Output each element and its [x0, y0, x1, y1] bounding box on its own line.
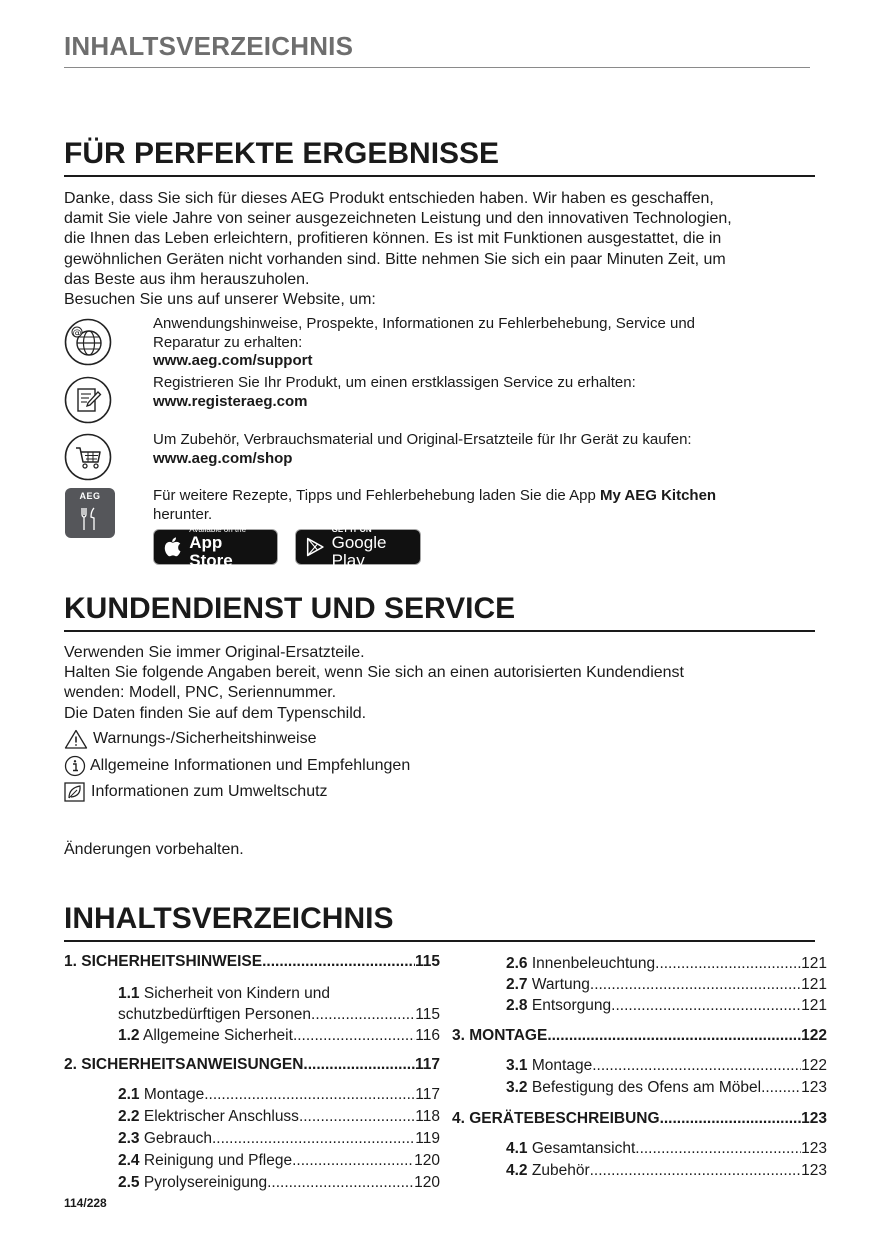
environment-icon	[64, 782, 86, 802]
toc-entry[interactable]: 2.8 Entsorgung ..... 121	[506, 995, 827, 1016]
toc-entry[interactable]: 3.1 Montage ..... 122	[506, 1055, 827, 1077]
toc-entry[interactable]: 1.1 Sicherheit von Kindern und schutzbedürftigen Personen ..... 115	[64, 983, 440, 1025]
globe-icon	[64, 318, 112, 366]
toc-right-column	[452, 953, 827, 1182]
service-line: Verwenden Sie immer Original-Ersatzteile.	[64, 644, 365, 661]
service-line: Die Daten finden Sie auf dem Typenschild.	[64, 704, 367, 722]
svg-text:@: @	[72, 328, 82, 339]
legend-info-label: Allgemeine Informationen und Empfehlungen	[90, 757, 411, 774]
app-name: My AEG Kitchen	[599, 487, 717, 504]
section-title-perfect-results: FÜR PERFEKTE ERGEBNISSE	[64, 137, 500, 170]
info-icon	[64, 755, 86, 777]
google-play-big-text: Google Play	[331, 532, 387, 570]
toc-entry[interactable]: 2.7 Wartung ..... 121	[506, 974, 827, 995]
toc-entry[interactable]: 3. MONTAGE ..... 122	[452, 1025, 827, 1046]
app-store-small-text: Available on the	[189, 524, 247, 534]
google-play-badge[interactable]	[295, 524, 421, 570]
legend-environment-label: Informationen zum Umweltschutz	[91, 783, 328, 800]
section-divider	[64, 630, 815, 632]
section-divider	[64, 175, 815, 177]
warning-icon	[64, 729, 88, 749]
section-divider	[64, 940, 815, 942]
toc-entry[interactable]: 2.5 Pyrolysereinigung ..... 120	[118, 1172, 440, 1194]
section-title-customer-service: KUNDENDIENST UND SERVICE	[64, 592, 516, 625]
paragraph-line: die Ihnen das Leben erleichtern, profitieren können. Es ist mit Funktionen ausgestattet, die in	[64, 230, 722, 248]
toc-entry[interactable]: 4. GERÄTEBESCHREIBUNG ..... 123	[452, 1108, 827, 1129]
legend-warning-label: Warnungs-/Sicherheitshinweise	[93, 730, 317, 747]
legend-environment	[64, 782, 328, 802]
legend-warning	[64, 729, 317, 749]
app-store-big-text: App Store	[189, 532, 233, 570]
paragraph-line: gewöhnlichen Geräten nicht vorhanden sind. Bitte nehmen Sie sich ein paar Minuten Zeit, um	[64, 250, 726, 268]
toc-left-column	[64, 953, 440, 1194]
page-number: 114/228	[64, 1196, 107, 1210]
shop-text: Um Zubehör, Verbrauchsmaterial und Original-Ersatzteile für Ihr Gerät zu kaufen:	[153, 431, 692, 448]
running-header-title: INHALTSVERZEICHNIS	[64, 31, 354, 61]
support-text-line2: Reparatur zu erhalten:	[153, 333, 303, 351]
app-text-line2: herunter.	[153, 505, 213, 523]
toc-entry[interactable]: 4.2 Zubehör ..... 123	[506, 1160, 827, 1182]
register-icon	[64, 376, 112, 424]
intro-paragraph	[64, 189, 732, 310]
change-note: Änderungen vorbehalten.	[64, 841, 244, 858]
toc-entry[interactable]: 3.2 Befestigung des Ofens am Möbel ..... 123	[506, 1077, 827, 1099]
support-text-line1: Anwendungshinweise, Prospekte, Informationen zu Fehlerbehebung, Service und	[153, 315, 696, 332]
toc-entry[interactable]: 2. SICHERHEITSANWEISUNGEN ..... 117	[64, 1054, 440, 1075]
paragraph-line: das Beste aus ihm herauszuholen.	[64, 270, 310, 288]
service-line: Halten Sie folgende Angaben bereit, wenn Sie sich an einen autorisierten Kundendienst	[64, 664, 684, 682]
app-text: Für weitere Rezepte, Tipps und Fehlerbehebung laden Sie die App	[153, 487, 600, 504]
header-divider	[64, 67, 810, 68]
aeg-logo-text: AEG	[79, 491, 101, 501]
toc-title: INHALTSVERZEICHNIS	[64, 902, 394, 935]
paragraph-line: damit Sie viele Jahre von seiner ausgezeichneten Leistung und den innovativen Technologien,	[64, 210, 732, 228]
register-text: Registrieren Sie Ihr Produkt, um einen erstklassigen Service zu erhalten:	[153, 374, 636, 391]
toc-entry[interactable]: 1.2 Allgemeine Sicherheit ..... 116	[64, 1025, 440, 1046]
toc-entry[interactable]: 2.1 Montage ..... 117	[118, 1084, 440, 1106]
play-icon	[306, 535, 325, 559]
cart-icon	[64, 433, 112, 481]
service-paragraph	[64, 643, 684, 724]
apple-icon	[164, 536, 181, 558]
toc-entry[interactable]: 1. SICHERHEITSHINWEISE ..... 115	[64, 953, 440, 973]
toc-entry[interactable]: 2.2 Elektrischer Anschluss ..... 118	[118, 1106, 440, 1128]
toc-entry[interactable]: 2.3 Gebrauch ..... 119	[118, 1128, 440, 1150]
cutlery-icon	[80, 507, 100, 531]
legend-info	[64, 755, 410, 777]
service-line: wenden: Modell, PNC, Seriennummer.	[64, 684, 337, 702]
toc-entry[interactable]: 4.1 Gesamtansicht ..... 123	[506, 1138, 827, 1160]
toc-entry[interactable]: 2.6 Innenbeleuchtung ..... 121	[506, 953, 827, 974]
paragraph-line: Danke, dass Sie sich für dieses AEG Produkt entschieden haben. Wir haben es geschaffen,	[64, 190, 714, 207]
support-link[interactable]: www.aeg.com/support	[153, 352, 313, 369]
aeg-app-icon	[65, 488, 115, 538]
google-play-small-text: GET IT ON	[331, 524, 372, 534]
shop-link[interactable]: www.aeg.com/shop	[153, 449, 293, 467]
register-link[interactable]: www.registeraeg.com	[153, 392, 308, 410]
paragraph-line: Besuchen Sie uns auf unserer Website, um:	[64, 291, 376, 309]
toc-entry[interactable]: 2.4 Reinigung und Pflege ..... 120	[118, 1150, 440, 1172]
app-store-badge[interactable]	[153, 524, 278, 570]
